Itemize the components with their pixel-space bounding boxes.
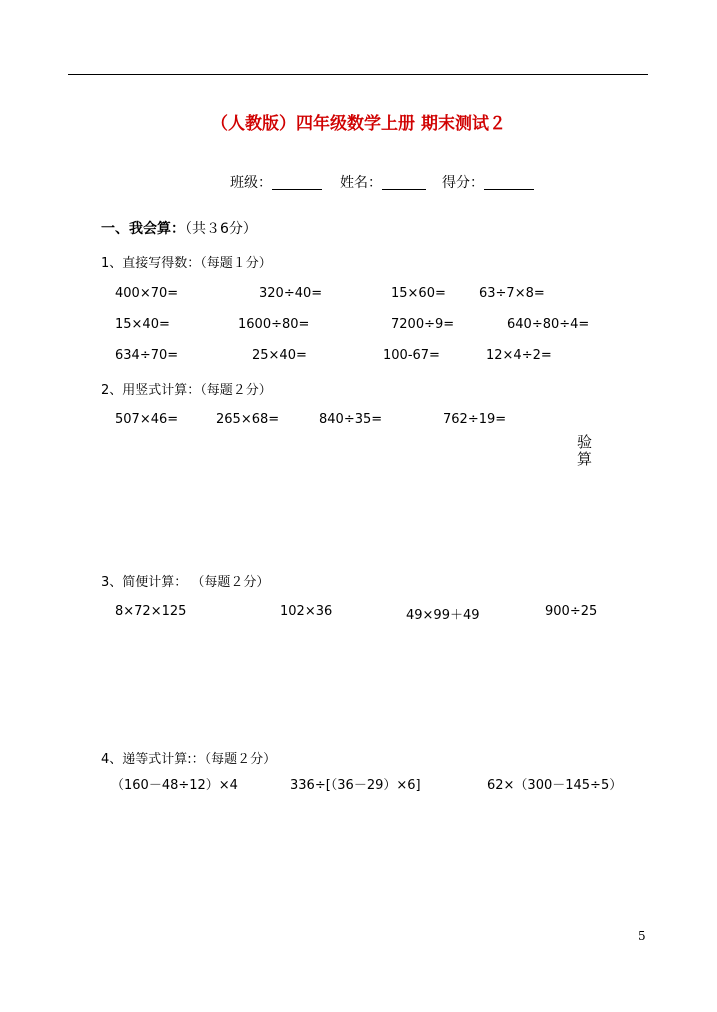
name-label: 姓名： (340, 175, 382, 191)
q1-problem: 7200÷9= (391, 317, 455, 332)
q4-problem: 62×（300－145÷5） (487, 778, 623, 793)
q3-problem: 900÷25 (545, 604, 598, 619)
page-number: 5 (638, 929, 646, 943)
verify-note: 验算 (577, 433, 593, 468)
section1-title: 我会算： (129, 221, 185, 237)
q2-problem: 507×46= (115, 412, 179, 427)
q2-problem: 762÷19= (443, 412, 507, 427)
header-rule (68, 74, 648, 75)
class-field (230, 172, 322, 192)
section1-number: 一、 (101, 221, 129, 237)
q1-problem: 634÷70= (115, 348, 179, 363)
class-blank (272, 175, 322, 190)
q1-problem: 25×40= (252, 348, 307, 363)
q2-label: 2、用竖式计算：（每题２分） (101, 383, 272, 398)
q4-problem: （160－48÷12）×4 (111, 778, 238, 793)
q1-problem: 100-67= (383, 348, 440, 363)
score-field (442, 172, 534, 192)
q1-problem: 63÷7×8= (479, 286, 545, 301)
q2-problem: 265×68= (216, 412, 280, 427)
score-label: 得分： (442, 175, 484, 191)
q1-label: 1、直接写得数：（每题１分） (101, 256, 272, 271)
q1-problem: 400×70= (115, 286, 179, 301)
q3-label: 3、简便计算： （每题２分） (101, 575, 270, 590)
name-blank (382, 175, 426, 190)
q1-problem: 1600÷80= (238, 317, 310, 332)
q1-problem: 15×40= (115, 317, 170, 332)
class-label: 班级： (230, 175, 272, 191)
q1-problem: 640÷80÷4= (507, 317, 590, 332)
q1-problem: 15×60= (391, 286, 446, 301)
q4-label: 4、递等式计算:：（每题２分） (101, 752, 277, 767)
q4-problem: 336÷[（36－29）×6] (290, 778, 421, 793)
section1-points: （共３6分） (185, 221, 257, 237)
score-blank (484, 175, 534, 190)
section1-heading (101, 218, 257, 238)
q3-problem: 8×72×125 (115, 604, 187, 619)
name-field (340, 172, 426, 192)
q3-problem: 49×99＋49 (406, 608, 480, 623)
q1-problem: 320÷40= (259, 286, 323, 301)
page-title: （人教版）四年级数学上册 期末测试２ (211, 114, 506, 134)
q2-problem: 840÷35= (319, 412, 383, 427)
q1-problem: 12×4÷2= (486, 348, 552, 363)
q3-problem: 102×36 (280, 604, 333, 619)
